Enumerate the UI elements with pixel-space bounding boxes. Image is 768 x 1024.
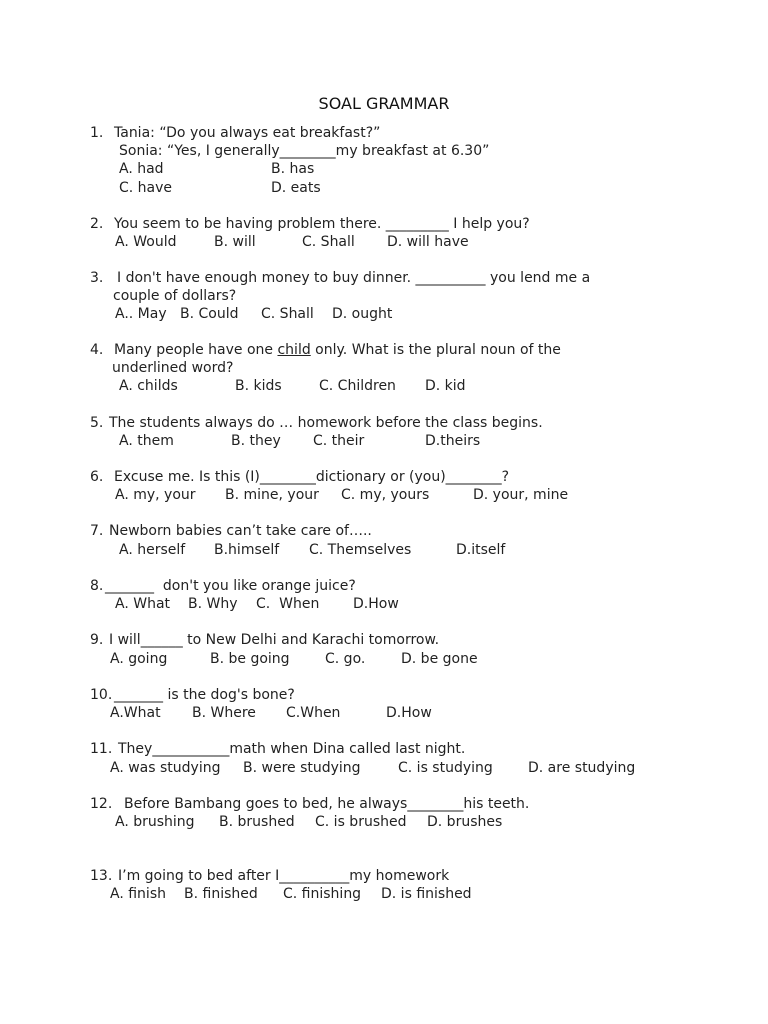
- option-d: D.How: [386, 705, 432, 721]
- option-c: C. Shall: [261, 306, 314, 322]
- option-c: C. my, yours: [341, 487, 430, 503]
- question-text: _______ is the dog's bone?: [114, 687, 295, 703]
- option-c: C. their: [313, 433, 365, 449]
- option-d: D. kid: [425, 378, 466, 394]
- option-a: A.. May: [115, 306, 167, 322]
- option-a: A. What: [115, 596, 171, 612]
- question-text: _______ don't you like orange juice?: [105, 578, 356, 594]
- option-c: C. Children: [319, 378, 396, 394]
- question-number: 4.: [90, 342, 104, 358]
- option-c: C. go.: [325, 651, 366, 667]
- option-b: B. has: [271, 161, 315, 177]
- option-b: B. they: [231, 433, 281, 449]
- option-b: B. will: [214, 234, 256, 250]
- option-d: D.itself: [456, 542, 506, 558]
- question-text: The students always do … homework before the class begins.: [109, 415, 543, 431]
- option-d: D.How: [353, 596, 399, 612]
- option-c: C. Themselves: [309, 542, 412, 558]
- question-number: 2.: [90, 216, 104, 232]
- question-number: 8.: [90, 578, 104, 594]
- question-number: 12.: [90, 796, 113, 812]
- question-text: I will______ to New Delhi and Karachi tomorrow.: [109, 632, 440, 648]
- question-number: 11.: [90, 741, 113, 757]
- question-number: 6.: [90, 469, 104, 485]
- option-d: D. brushes: [427, 814, 503, 830]
- option-d: D. ought: [332, 306, 393, 322]
- question-text: Sonia: “Yes, I generally________my breakfast at 6.30”: [119, 143, 490, 159]
- option-a: A. had: [119, 161, 164, 177]
- question-text: underlined word?: [112, 360, 234, 376]
- option-d: D. is finished: [381, 886, 472, 902]
- question-number: 1.: [90, 125, 104, 141]
- option-a: A. going: [110, 651, 168, 667]
- option-a: A. finish: [110, 886, 166, 902]
- option-b: B. be going: [210, 651, 290, 667]
- option-a: A. was studying: [110, 760, 221, 776]
- option-b: B. finished: [184, 886, 258, 902]
- question-text: Many people have one child only. What is the plural noun of the: [114, 342, 561, 358]
- question-text: Excuse me. Is this (I)________dictionary or (you)________?: [114, 469, 510, 485]
- option-b: B. brushed: [219, 814, 295, 830]
- question-number: 5.: [90, 415, 104, 431]
- option-c: C. is studying: [398, 760, 493, 776]
- option-d: D. eats: [271, 180, 321, 196]
- option-b: B. were studying: [243, 760, 361, 776]
- option-a: A. brushing: [115, 814, 195, 830]
- option-b: B. Why: [188, 596, 238, 612]
- option-b: B. Could: [180, 306, 239, 322]
- option-c: C. is brushed: [315, 814, 407, 830]
- option-a: A. them: [119, 433, 174, 449]
- question-number: 13.: [90, 868, 113, 884]
- underlined-word: child: [277, 342, 311, 358]
- option-a: A. herself: [119, 542, 186, 558]
- question-number: 9.: [90, 632, 104, 648]
- question-text: Before Bambang goes to bed, he always________his teeth.: [124, 796, 530, 812]
- question-number: 7.: [90, 523, 104, 539]
- option-d: D. be gone: [401, 651, 478, 667]
- option-d: D. will have: [387, 234, 469, 250]
- option-c: C. finishing: [283, 886, 362, 902]
- option-d: D. are studying: [528, 760, 636, 776]
- option-a: A. Would: [115, 234, 177, 250]
- option-a: A. my, your: [115, 487, 196, 503]
- question-text: I’m going to bed after I__________my homework: [118, 868, 450, 884]
- option-b: B. Where: [192, 705, 256, 721]
- option-a: A.What: [110, 705, 161, 721]
- question-text: Newborn babies can’t take care of…..: [109, 523, 372, 539]
- question-text: Tania: “Do you always eat breakfast?”: [114, 125, 381, 141]
- option-c: C. Shall: [302, 234, 355, 250]
- option-c: C. When: [256, 596, 320, 612]
- option-b: B. kids: [235, 378, 282, 394]
- option-c: C.When: [286, 705, 341, 721]
- question-text: You seem to be having problem there. _________ I help you?: [114, 216, 530, 232]
- option-a: A. childs: [119, 378, 178, 394]
- option-d: D. your, mine: [473, 487, 569, 503]
- page-title: SOAL GRAMMAR: [318, 94, 450, 113]
- question-text: I don't have enough money to buy dinner. __________ you lend me a: [117, 270, 591, 286]
- option-d: D.theirs: [425, 433, 481, 449]
- question-number: 10.: [90, 687, 113, 703]
- option-b: B.himself: [214, 542, 280, 558]
- question-text: couple of dollars?: [113, 288, 237, 304]
- question-text: They___________math when Dina called last night.: [118, 741, 466, 757]
- question-number: 3.: [90, 270, 104, 286]
- option-b: B. mine, your: [225, 487, 319, 503]
- option-c: C. have: [119, 180, 173, 196]
